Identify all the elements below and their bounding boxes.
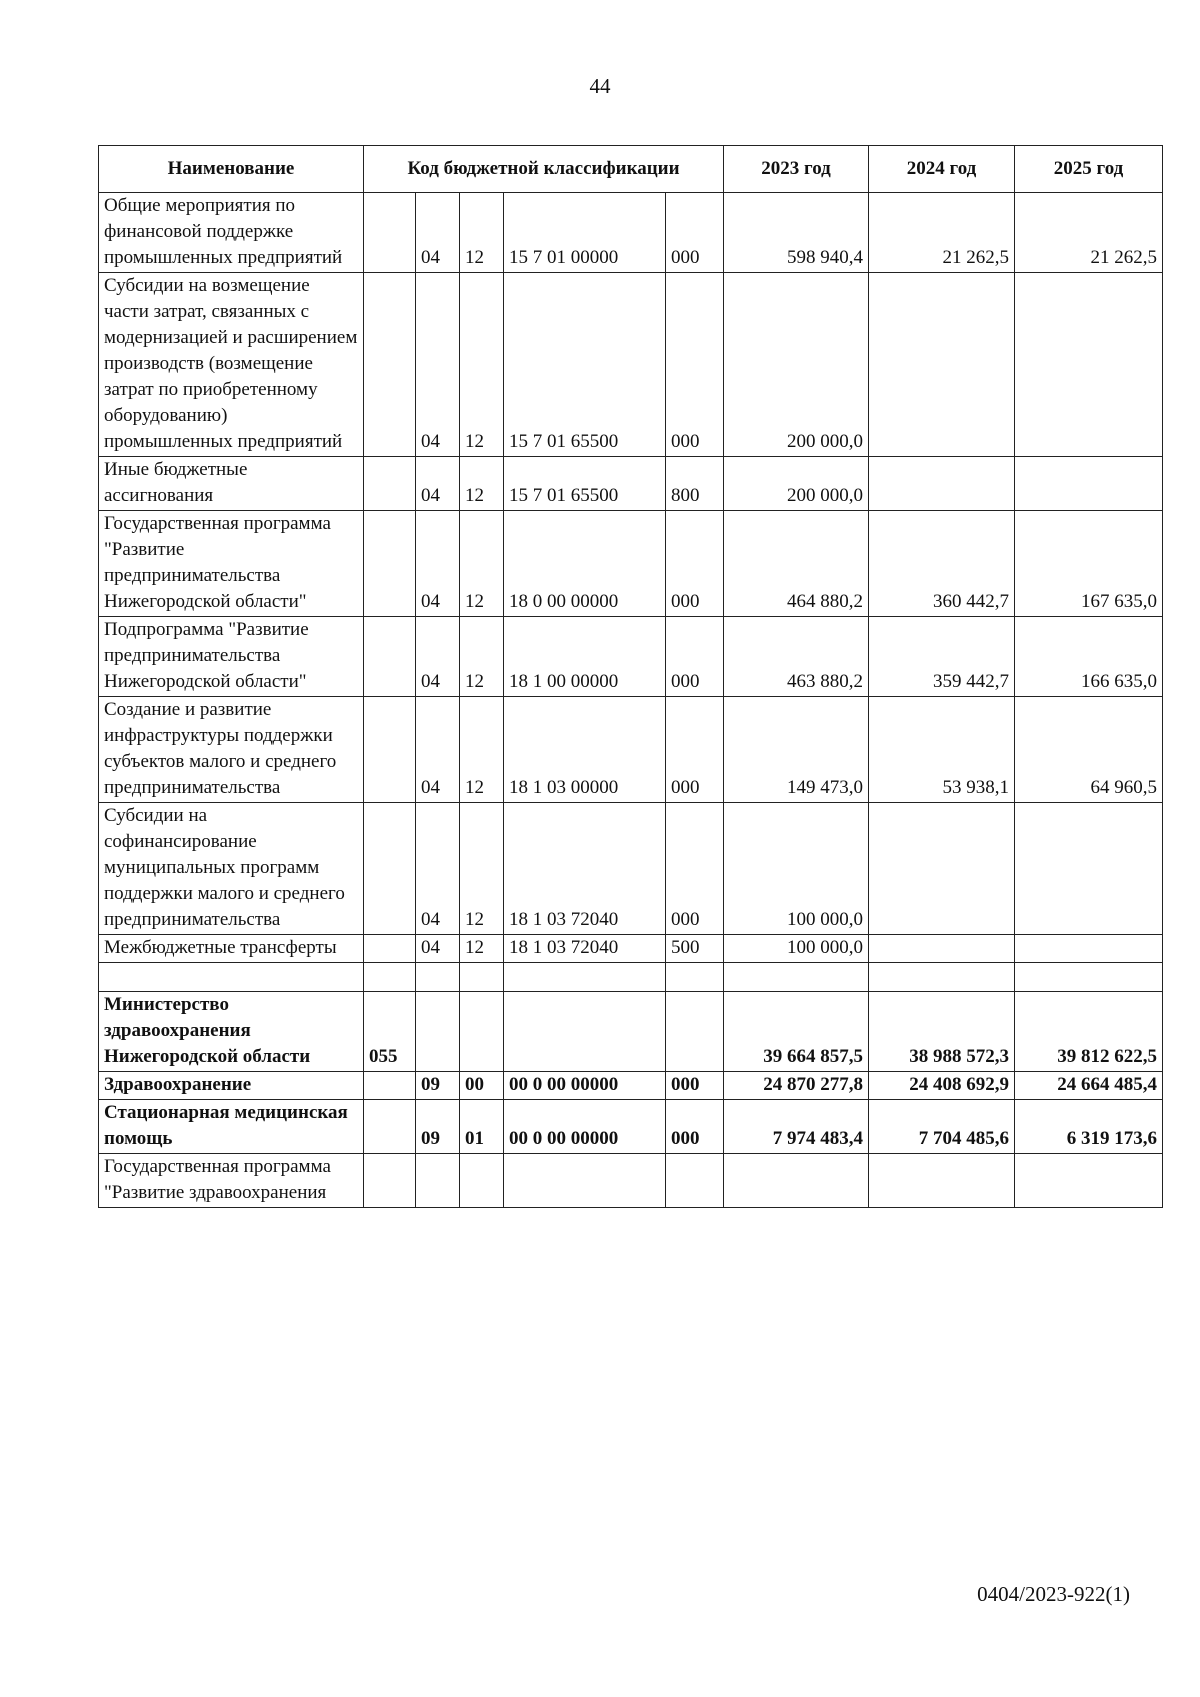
- cell-name: Общие мероприятия по финансовой поддержке промышленных предприятий: [99, 193, 364, 273]
- cell-expense-type: 000: [666, 1100, 724, 1154]
- header-code: Код бюджетной классификации: [364, 146, 724, 193]
- cell-amount-2024: 7 704 485,6: [869, 1100, 1015, 1154]
- cell-amount-2023: 100 000,0: [724, 803, 869, 935]
- cell-ministry-code: 055: [364, 992, 416, 1072]
- table-row: [99, 803, 1163, 935]
- cell-name: Государственная программа "Развитие предпринимательства Нижегородской области": [99, 511, 364, 617]
- cell-ministry-code: [364, 697, 416, 803]
- cell-subsection-code: [460, 992, 504, 1072]
- cell-amount-2025: [1015, 273, 1163, 457]
- cell-amount-2023: 7 974 483,4: [724, 1100, 869, 1154]
- cell-target-article: 18 1 03 72040: [504, 803, 666, 935]
- cell-expense-type: 000: [666, 803, 724, 935]
- cell-amount-2023: 100 000,0: [724, 935, 869, 963]
- cell-name: Министерство здравоохранения Нижегородской области: [99, 992, 364, 1072]
- cell-expense-type: 000: [666, 1072, 724, 1100]
- cell-amount-2025: [1015, 963, 1163, 992]
- table-row: [99, 457, 1163, 511]
- cell-subsection-code: 12: [460, 697, 504, 803]
- table-row: [99, 963, 1163, 992]
- table-row: [99, 193, 1163, 273]
- cell-name: Иные бюджетные ассигнования: [99, 457, 364, 511]
- cell-amount-2024: 360 442,7: [869, 511, 1015, 617]
- budget-table: [98, 145, 1163, 1208]
- cell-name: Подпрограмма "Развитие предпринимательства Нижегородской области": [99, 617, 364, 697]
- cell-name: Государственная программа "Развитие здравоохранения: [99, 1154, 364, 1208]
- cell-amount-2024: 359 442,7: [869, 617, 1015, 697]
- cell-expense-type: 000: [666, 617, 724, 697]
- cell-section-code: 09: [416, 1100, 460, 1154]
- cell-section-code: 04: [416, 457, 460, 511]
- cell-section-code: 04: [416, 273, 460, 457]
- cell-section-code: [416, 992, 460, 1072]
- cell-amount-2023: [724, 1154, 869, 1208]
- table-row: [99, 1072, 1163, 1100]
- cell-expense-type: 000: [666, 511, 724, 617]
- cell-amount-2023: 149 473,0: [724, 697, 869, 803]
- cell-subsection-code: 12: [460, 617, 504, 697]
- cell-amount-2023: 200 000,0: [724, 273, 869, 457]
- cell-subsection-code: 12: [460, 511, 504, 617]
- cell-expense-type: 800: [666, 457, 724, 511]
- cell-subsection-code: 01: [460, 1100, 504, 1154]
- cell-section-code: 04: [416, 193, 460, 273]
- cell-amount-2025: 21 262,5: [1015, 193, 1163, 273]
- cell-subsection-code: 12: [460, 193, 504, 273]
- cell-name: Межбюджетные трансферты: [99, 935, 364, 963]
- cell-section-code: 04: [416, 935, 460, 963]
- cell-ministry-code: [364, 1100, 416, 1154]
- table-row: [99, 697, 1163, 803]
- cell-ministry-code: [364, 511, 416, 617]
- cell-expense-type: [666, 1154, 724, 1208]
- cell-name: Стационарная медицинская помощь: [99, 1100, 364, 1154]
- cell-target-article: 18 1 03 72040: [504, 935, 666, 963]
- cell-expense-type: 000: [666, 273, 724, 457]
- cell-expense-type: 000: [666, 193, 724, 273]
- cell-section-code: 04: [416, 697, 460, 803]
- cell-amount-2024: [869, 273, 1015, 457]
- cell-target-article: 18 1 03 00000: [504, 697, 666, 803]
- cell-amount-2025: [1015, 935, 1163, 963]
- cell-subsection-code: [460, 1154, 504, 1208]
- cell-ministry-code: [364, 803, 416, 935]
- cell-ministry-code: [364, 963, 416, 992]
- cell-section-code: 04: [416, 617, 460, 697]
- cell-subsection-code: 00: [460, 1072, 504, 1100]
- cell-amount-2024: [869, 803, 1015, 935]
- cell-expense-type: [666, 992, 724, 1072]
- cell-target-article: [504, 992, 666, 1072]
- cell-amount-2024: 53 938,1: [869, 697, 1015, 803]
- cell-subsection-code: 12: [460, 457, 504, 511]
- header-2025: 2025 год: [1015, 146, 1163, 193]
- cell-name: Субсидии на возмещение части затрат, связанных с модернизацией и расширением производств (возмещение затрат по приобретенному оборудованию) промышленных предприятий: [99, 273, 364, 457]
- cell-target-article: 00 0 00 00000: [504, 1100, 666, 1154]
- table-row: [99, 273, 1163, 457]
- cell-amount-2024: [869, 963, 1015, 992]
- cell-amount-2023: 598 940,4: [724, 193, 869, 273]
- cell-target-article: 15 7 01 65500: [504, 457, 666, 511]
- table-row: [99, 511, 1163, 617]
- cell-expense-type: [666, 963, 724, 992]
- cell-amount-2025: 24 664 485,4: [1015, 1072, 1163, 1100]
- document-number: 0404/2023-922(1): [977, 1582, 1130, 1606]
- cell-amount-2025: 6 319 173,6: [1015, 1100, 1163, 1154]
- cell-amount-2023: 463 880,2: [724, 617, 869, 697]
- cell-amount-2025: [1015, 457, 1163, 511]
- cell-target-article: 15 7 01 65500: [504, 273, 666, 457]
- header-name: Наименование: [99, 146, 364, 193]
- cell-name: [99, 963, 364, 992]
- page-number: 44: [589, 74, 611, 98]
- header-2023: 2023 год: [724, 146, 869, 193]
- header-2024: 2024 год: [869, 146, 1015, 193]
- cell-subsection-code: 12: [460, 803, 504, 935]
- cell-amount-2025: 64 960,5: [1015, 697, 1163, 803]
- cell-amount-2024: [869, 1154, 1015, 1208]
- table-row: [99, 1154, 1163, 1208]
- cell-amount-2024: 21 262,5: [869, 193, 1015, 273]
- table-body: [99, 193, 1163, 1208]
- cell-name: Субсидии на софинансирование муниципальных программ поддержки малого и среднего предпринимательства: [99, 803, 364, 935]
- table-row: [99, 617, 1163, 697]
- cell-amount-2024: [869, 935, 1015, 963]
- cell-section-code: 09: [416, 1072, 460, 1100]
- cell-section-code: 04: [416, 511, 460, 617]
- cell-name: Создание и развитие инфраструктуры поддержки субъектов малого и среднего предпринимательства: [99, 697, 364, 803]
- table-row: [99, 1100, 1163, 1154]
- cell-amount-2024: [869, 457, 1015, 511]
- cell-target-article: 00 0 00 00000: [504, 1072, 666, 1100]
- cell-amount-2025: 166 635,0: [1015, 617, 1163, 697]
- cell-target-article: 18 1 00 00000: [504, 617, 666, 697]
- cell-target-article: [504, 963, 666, 992]
- cell-amount-2023: 200 000,0: [724, 457, 869, 511]
- cell-section-code: [416, 963, 460, 992]
- cell-target-article: [504, 1154, 666, 1208]
- cell-ministry-code: [364, 1154, 416, 1208]
- cell-ministry-code: [364, 273, 416, 457]
- cell-target-article: 18 0 00 00000: [504, 511, 666, 617]
- cell-section-code: [416, 1154, 460, 1208]
- cell-section-code: 04: [416, 803, 460, 935]
- cell-subsection-code: 12: [460, 273, 504, 457]
- cell-ministry-code: [364, 935, 416, 963]
- cell-target-article: 15 7 01 00000: [504, 193, 666, 273]
- cell-expense-type: 500: [666, 935, 724, 963]
- cell-amount-2023: 39 664 857,5: [724, 992, 869, 1072]
- table-row: [99, 992, 1163, 1072]
- table-row: [99, 935, 1163, 963]
- cell-amount-2025: 39 812 622,5: [1015, 992, 1163, 1072]
- cell-amount-2024: 24 408 692,9: [869, 1072, 1015, 1100]
- cell-ministry-code: [364, 617, 416, 697]
- cell-name: Здравоохранение: [99, 1072, 364, 1100]
- cell-amount-2023: [724, 963, 869, 992]
- cell-amount-2024: 38 988 572,3: [869, 992, 1015, 1072]
- table-header-row: [99, 146, 1163, 193]
- cell-amount-2025: [1015, 1154, 1163, 1208]
- cell-expense-type: 000: [666, 697, 724, 803]
- cell-ministry-code: [364, 193, 416, 273]
- cell-amount-2025: [1015, 803, 1163, 935]
- cell-amount-2025: 167 635,0: [1015, 511, 1163, 617]
- cell-amount-2023: 24 870 277,8: [724, 1072, 869, 1100]
- cell-ministry-code: [364, 1072, 416, 1100]
- cell-subsection-code: [460, 963, 504, 992]
- cell-subsection-code: 12: [460, 935, 504, 963]
- cell-amount-2023: 464 880,2: [724, 511, 869, 617]
- cell-ministry-code: [364, 457, 416, 511]
